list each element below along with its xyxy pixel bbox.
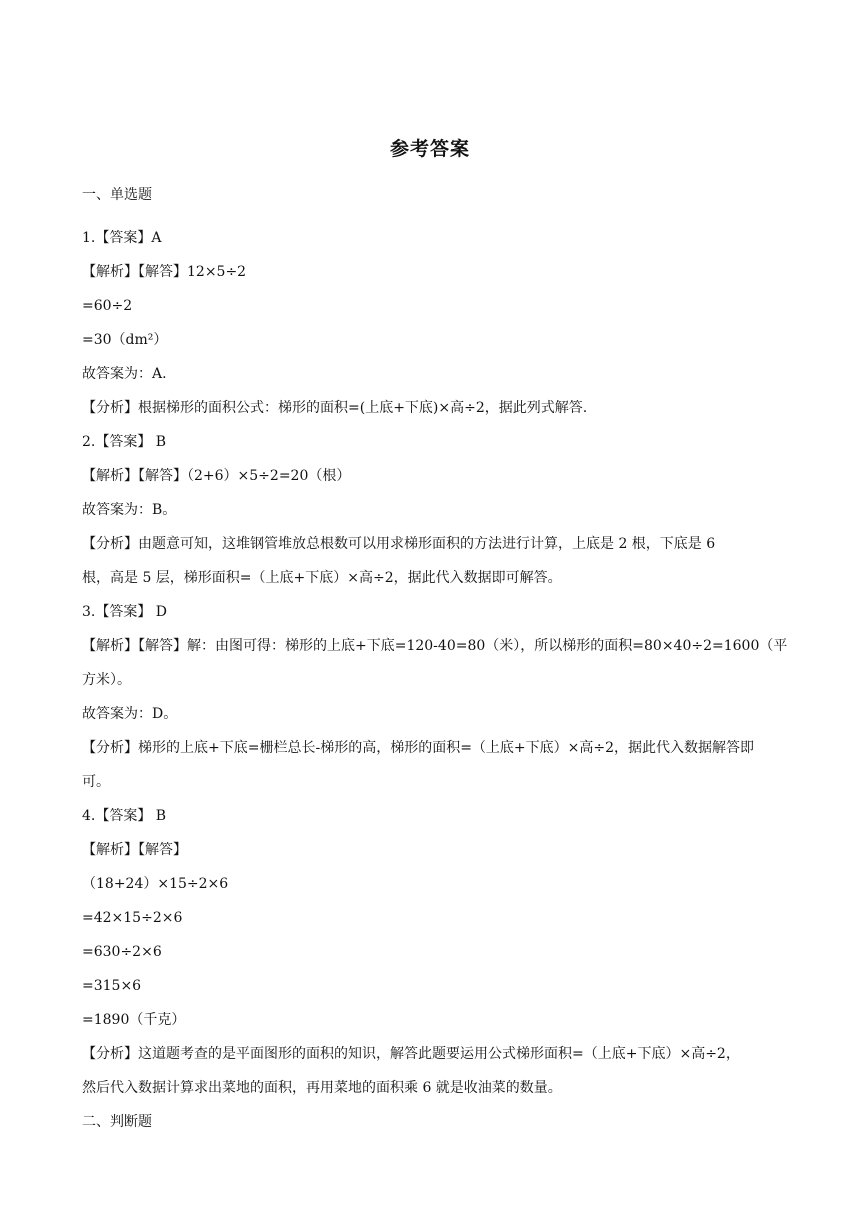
answer-2: 2.【答案】 B — [82, 434, 167, 450]
answer-3-solution: 【解析】【解答】解：由图可得：梯形的上底+下底=120-40=80（米），所以梯形的面积=80×40÷2=1600（平 — [82, 638, 788, 654]
answer-3-analysis: 【分析】梯形的上底+下底=栅栏总长-梯形的高，梯形的面积=（上底+下底）×高÷2，据此代入数据解答即 — [82, 740, 755, 756]
answer-2-solution: 【解析】【解答】（2+6）×5÷2=20（根） — [82, 468, 351, 484]
answer-3: 3.【答案】 D — [82, 604, 168, 620]
answer-4-step-2: =42×15÷2×6 — [82, 910, 183, 926]
answer-2-analysis: 【分析】由题意可知，这堆钢管堆放总根数可以用求梯形面积的方法进行计算，上底是 2 根，下底是 6 — [82, 536, 716, 552]
answer-3-solution-cont: 方米）。 — [82, 672, 131, 688]
answer-3-analysis-cont: 可。 — [82, 774, 110, 790]
answer-4-step-1: （18+24）×15÷2×6 — [82, 876, 229, 892]
answer-4-step-3: =630÷2×6 — [82, 944, 162, 960]
answer-3-conclusion: 故答案为：D。 — [82, 706, 178, 722]
page-title: 参考答案 — [389, 138, 470, 160]
answer-1-analysis: 【分析】根据梯形的面积公式：梯形的面积=(上底+下底)×高÷2，据此列式解答. — [82, 400, 588, 416]
answer-4-solution: 【解析】【解答】 — [82, 842, 187, 858]
answer-2-analysis-cont: 根，高是 5 层，梯形面积=（上底+下底）×高÷2，据此代入数据即可解答。 — [82, 570, 562, 586]
answer-4-analysis: 【分析】这道题考查的是平面图形的面积的知识，解答此题要运用公式梯形面积=（上底+下底）×高÷2， — [82, 1046, 740, 1062]
answer-4: 4.【答案】 B — [82, 808, 167, 824]
answer-1-conclusion: 故答案为：A. — [82, 366, 167, 382]
answer-4-step-5: =1890（千克） — [82, 1012, 186, 1028]
answer-1: 1.【答案】A — [82, 230, 162, 246]
section-heading-single-choice: 一、单选题 — [82, 187, 152, 203]
answer-4-analysis-cont: 然后代入数据计算求出菜地的面积，再用菜地的面积乘 6 就是收油菜的数量。 — [82, 1080, 562, 1096]
answer-1-solution: 【解析】【解答】12×5÷2 — [82, 264, 247, 280]
section-heading-true-false: 二、判断题 — [82, 1114, 152, 1130]
answer-2-conclusion: 故答案为：B。 — [82, 502, 177, 518]
answer-1-step-2: =30（dm²） — [82, 332, 168, 348]
answer-4-step-4: =315×6 — [82, 978, 142, 994]
answer-1-step-1: =60÷2 — [82, 298, 133, 314]
